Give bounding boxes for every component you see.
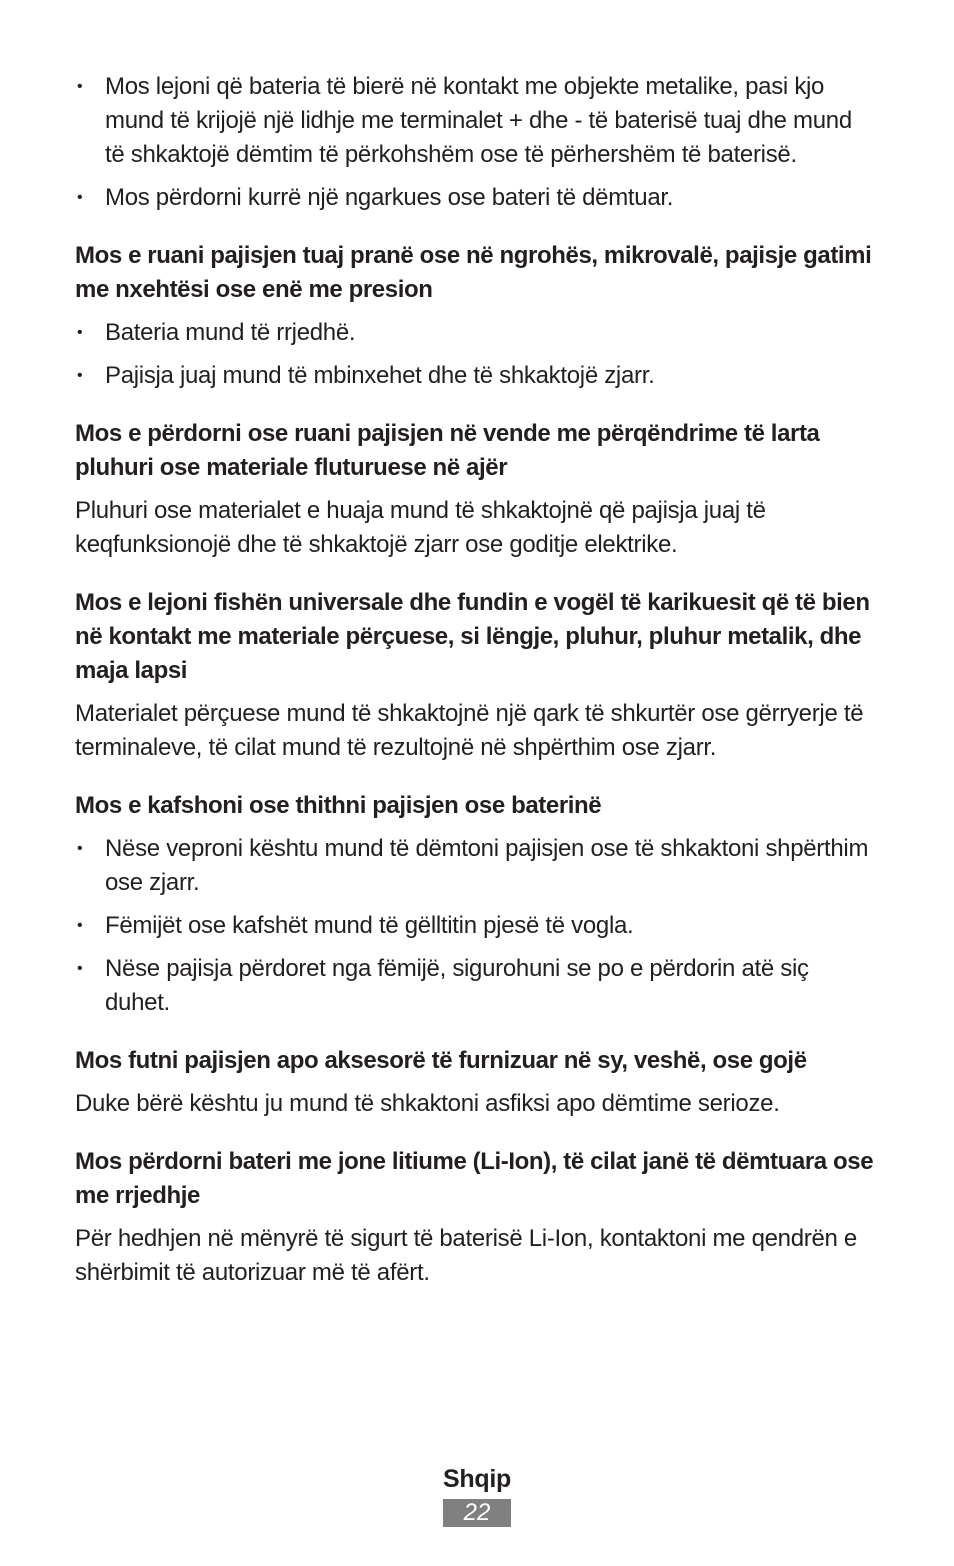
section-bullet-list <box>75 832 875 1020</box>
page-number-badge: 22 <box>443 1499 511 1527</box>
list-item: • Bateria mund të rrjedhë. <box>75 316 875 350</box>
section-body: Për hedhjen në mënyrë të sigurt të baterisë Li-Ion, kontaktoni me qendrën e shërbimit të autorizuar më të afërt. <box>75 1225 857 1286</box>
bullet-icon: • <box>77 960 83 977</box>
section-dust <box>75 417 875 562</box>
section-heading: Mos e lejoni fishën universale dhe fundin e vogël të karikuesit që të bien në kontakt me materiale përçuese, si lëngje, pluhur, pluhur metalik, dhe maja lapsi <box>75 589 870 684</box>
bullet-icon: • <box>77 917 83 934</box>
section-storage-heat <box>75 239 875 393</box>
bullet-icon: • <box>77 189 83 206</box>
bullet-icon: • <box>77 78 83 95</box>
bullet-icon: • <box>77 840 83 857</box>
section-body: Pluhuri ose materialet e huaja mund të shkaktojnë që pajisja juaj të keqfunksionojë dhe të shkaktojë zjarr ose goditje elektrike. <box>75 497 766 558</box>
section-heading: Mos e përdorni ose ruani pajisjen në vende me përqëndrime të larta pluhuri ose materiale fluturuese në ajër <box>75 420 820 481</box>
section-insert <box>75 1044 875 1121</box>
section-bite <box>75 789 875 1020</box>
list-item: • Nëse pajisja përdoret nga fëmijë, sigurohuni se po e përdorin atë siç duhet. <box>75 952 875 1020</box>
section-heading: Mos futni pajisjen apo aksesorë të furnizuar në sy, veshë, ose gojë <box>75 1047 807 1074</box>
section-heading: Mos përdorni bateri me jone litiume (Li-Ion), të cilat janë të dëmtuara ose me rrjedhje <box>75 1148 874 1209</box>
section-body: Duke bërë kështu ju mund të shkaktoni asfiksi apo dëmtime serioze. <box>75 1090 780 1117</box>
list-item: • Mos lejoni që bateria të bierë në kontakt me objekte metalike, pasi kjo mund të krijojë një lidhje me terminalet + dhe - të baterisë tuaj dhe mund të shkaktojë dëmtim të përkohshëm ose të përhershëm të baterisë. <box>75 70 875 172</box>
bullet-icon: • <box>77 324 83 341</box>
section-heading: Mos e kafshoni ose thithni pajisjen ose baterinë <box>75 792 602 819</box>
footer-language: Shqip <box>443 1465 511 1493</box>
list-item: • Mos përdorni kurrë një ngarkues ose bateri të dëmtuar. <box>75 181 875 215</box>
section-bullet-list <box>75 316 875 393</box>
list-item: • Fëmijët ose kafshët mund të gëlltitin pjesë të vogla. <box>75 909 875 943</box>
bullet-icon: • <box>77 367 83 384</box>
section-body: Materialet përçuese mund të shkaktojnë një qark të shkurtër ose gërryerje të terminaleve, të cilat mund të rezultojnë në shpërthim ose zjarr. <box>75 700 864 761</box>
list-item: • Pajisja juaj mund të mbinxehet dhe të shkaktojë zjarr. <box>75 359 875 393</box>
page-footer <box>0 1463 954 1527</box>
intro-bullet-list <box>75 70 875 215</box>
section-li-ion <box>75 1145 875 1290</box>
section-heading: Mos e ruani pajisjen tuaj pranë ose në ngrohës, mikrovalë, pajisje gatimi me nxehtësi ose enë me presion <box>75 242 872 303</box>
section-conductive <box>75 586 875 765</box>
document-page <box>75 70 875 1290</box>
list-item: • Nëse veproni kështu mund të dëmtoni pajisjen ose të shkaktoni shpërthim ose zjarr. <box>75 832 875 900</box>
